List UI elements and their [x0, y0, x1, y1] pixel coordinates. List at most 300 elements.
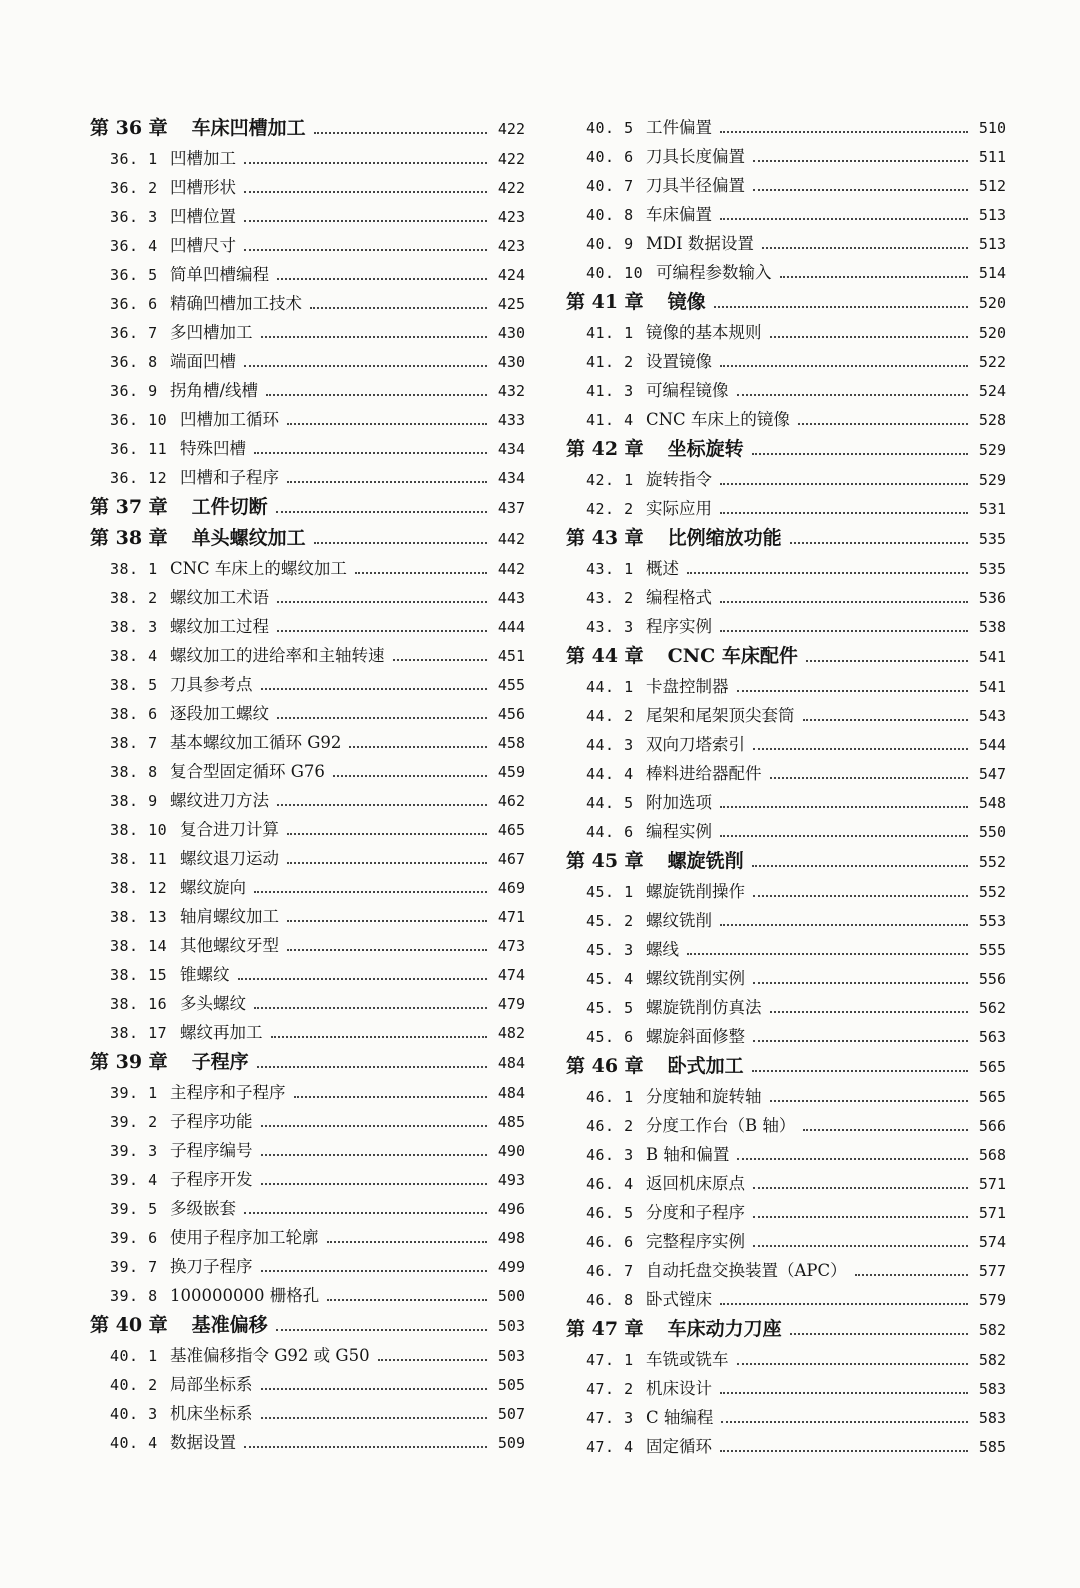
dot-leader	[753, 1039, 968, 1042]
toc-section-entry[interactable]	[566, 405, 1006, 434]
dot-leader	[266, 393, 487, 396]
entry-page-number: 451	[497, 647, 525, 665]
toc-section-entry[interactable]	[90, 1194, 525, 1223]
entry-page-number: 531	[978, 500, 1006, 518]
entry-number: 第 38 章	[90, 527, 168, 549]
toc-section-entry[interactable]	[566, 701, 1006, 730]
entry-page-number: 552	[978, 853, 1006, 871]
entry-title: 尾架和尾架顶尖套筒	[646, 706, 795, 725]
entry-number: 40. 4	[110, 1434, 158, 1452]
entry-page-number: 535	[978, 560, 1006, 578]
entry-page-number: 520	[978, 294, 1006, 312]
entry-number: 第 36 章	[90, 117, 168, 139]
toc-section-entry[interactable]	[566, 964, 1006, 993]
entry-number: 46. 4	[586, 1175, 634, 1193]
dot-leader	[798, 422, 968, 425]
dot-leader	[327, 1240, 488, 1243]
toc-section-entry[interactable]	[90, 231, 525, 260]
toc-section-entry[interactable]	[90, 873, 525, 902]
dot-leader	[238, 977, 488, 980]
entry-page-number: 430	[497, 353, 525, 371]
dot-leader	[720, 482, 968, 485]
toc-section-entry[interactable]	[566, 376, 1006, 405]
toc-section-entry[interactable]	[566, 730, 1006, 759]
entry-title: 车床偏置	[646, 205, 712, 224]
entry-title: 双向刀塔索引	[646, 735, 745, 754]
entry-number: 45. 3	[586, 941, 634, 959]
toc-section-entry[interactable]	[566, 1374, 1006, 1403]
toc-section-entry[interactable]	[90, 786, 525, 815]
dot-leader	[254, 890, 487, 893]
entry-title: 程序实例	[646, 617, 712, 636]
entry-title: 螺纹进刀方法	[170, 791, 269, 810]
dot-leader	[753, 1186, 968, 1189]
dot-leader	[287, 948, 487, 951]
entry-number: 39. 3	[110, 1142, 158, 1160]
entry-page-number: 582	[978, 1351, 1006, 1369]
entry-page-number: 500	[497, 1287, 525, 1305]
toc-section-entry[interactable]	[90, 1252, 525, 1281]
toc-chapter-entry[interactable]	[90, 492, 525, 523]
toc-section-entry[interactable]	[566, 1198, 1006, 1227]
entry-page-number: 548	[978, 794, 1006, 812]
dot-leader	[378, 1358, 487, 1361]
dot-leader	[244, 219, 487, 222]
dot-leader	[244, 364, 487, 367]
entry-title: 使用子程序加工轮廓	[170, 1228, 319, 1247]
entry-page-number: 490	[497, 1142, 525, 1160]
entry-number: 40. 8	[586, 206, 634, 224]
toc-chapter-entry[interactable]	[90, 523, 525, 554]
toc-section-entry[interactable]	[90, 1428, 525, 1457]
dot-leader	[753, 747, 968, 750]
toc-section-entry[interactable]	[566, 1345, 1006, 1374]
toc-section-entry[interactable]	[90, 670, 525, 699]
dot-leader	[803, 1128, 968, 1131]
entry-page-number: 503	[497, 1347, 525, 1365]
entry-number: 36. 5	[110, 266, 158, 284]
toc-section-entry[interactable]	[566, 1111, 1006, 1140]
toc-chapter-entry[interactable]	[566, 641, 1006, 672]
entry-title: 机床坐标系	[170, 1404, 253, 1423]
entry-number: 40. 5	[586, 119, 634, 137]
entry-title: 凹槽加工	[170, 149, 236, 168]
dot-leader	[310, 306, 487, 309]
toc-section-entry[interactable]	[90, 1223, 525, 1252]
entry-page-number: 456	[497, 705, 525, 723]
toc-section-entry[interactable]	[566, 465, 1006, 494]
entry-page-number: 565	[978, 1058, 1006, 1076]
entry-number: 40. 10	[586, 264, 644, 282]
toc-section-entry[interactable]	[566, 347, 1006, 376]
entry-number: 36. 11	[110, 440, 168, 458]
dot-leader	[261, 1387, 488, 1390]
toc-chapter-entry[interactable]	[566, 434, 1006, 465]
entry-title: 车床凹槽加工	[191, 117, 306, 139]
entry-title: 附加选项	[646, 793, 712, 812]
entry-title: 分度轴和旋转轴	[646, 1087, 762, 1106]
entry-page-number: 425	[497, 295, 525, 313]
toc-section-entry[interactable]	[566, 554, 1006, 583]
entry-number: 第 37 章	[90, 496, 168, 518]
entry-number: 36. 3	[110, 208, 158, 226]
toc-section-entry[interactable]	[566, 1285, 1006, 1314]
toc-section-entry[interactable]	[90, 405, 525, 434]
dot-leader	[720, 600, 968, 603]
entry-number: 40. 2	[110, 1376, 158, 1394]
entry-title: 多凹槽加工	[170, 323, 253, 342]
entry-number: 46. 5	[586, 1204, 634, 1222]
toc-section-entry[interactable]	[90, 289, 525, 318]
dot-leader	[737, 689, 969, 692]
dot-leader	[261, 1416, 488, 1419]
entry-number: 44. 4	[586, 765, 634, 783]
entry-page-number: 482	[497, 1024, 525, 1042]
entry-number: 44. 3	[586, 736, 634, 754]
entry-page-number: 568	[978, 1146, 1006, 1164]
entry-page-number: 544	[978, 736, 1006, 754]
dot-leader	[277, 277, 487, 280]
entry-title: 基准偏移	[191, 1314, 268, 1336]
dot-leader	[752, 1069, 968, 1072]
entry-title: 简单凹槽编程	[170, 265, 269, 284]
entry-page-number: 562	[978, 999, 1006, 1017]
toc-section-entry[interactable]	[90, 173, 525, 202]
entry-title: 实际应用	[646, 499, 712, 518]
entry-number: 42. 2	[586, 500, 634, 518]
entry-title: 螺纹再加工	[180, 1023, 263, 1042]
entry-page-number: 505	[497, 1376, 525, 1394]
toc-section-entry[interactable]	[566, 258, 1006, 287]
entry-number: 45. 1	[586, 883, 634, 901]
dot-leader	[276, 1328, 487, 1331]
dot-leader	[261, 1153, 488, 1156]
dot-leader	[244, 190, 487, 193]
dot-leader	[287, 861, 487, 864]
dot-leader	[753, 159, 968, 162]
dot-leader	[687, 571, 968, 574]
toc-chapter-entry[interactable]	[90, 1310, 525, 1341]
entry-title: 比例缩放功能	[667, 527, 782, 549]
entry-page-number: 433	[497, 411, 525, 429]
dot-leader	[720, 1391, 968, 1394]
entry-number: 第 39 章	[90, 1051, 168, 1073]
entry-title: B 轴和偏置	[646, 1145, 730, 1164]
toc-section-entry[interactable]	[90, 376, 525, 405]
toc-section-entry[interactable]	[566, 200, 1006, 229]
toc-section-entry[interactable]	[90, 844, 525, 873]
entry-title: 凹槽形状	[170, 178, 236, 197]
dot-leader	[803, 718, 969, 721]
entry-title: 逐段加工螺纹	[170, 704, 269, 723]
toc-section-entry[interactable]	[90, 960, 525, 989]
entry-number: 39. 4	[110, 1171, 158, 1189]
dot-leader	[720, 511, 968, 514]
entry-page-number: 522	[978, 353, 1006, 371]
entry-title: 固定循环	[646, 1437, 712, 1456]
entry-title: MDI 数据设置	[646, 234, 754, 253]
entry-number: 40. 7	[586, 177, 634, 195]
toc-section-entry[interactable]	[90, 1165, 525, 1194]
dot-leader	[720, 805, 968, 808]
toc-section-entry[interactable]	[90, 583, 525, 612]
toc-section-entry[interactable]	[90, 641, 525, 670]
entry-title: CNC 车床上的镜像	[646, 410, 790, 429]
entry-number: 39. 2	[110, 1113, 158, 1131]
entry-title: 数据设置	[170, 1433, 236, 1452]
entry-page-number: 493	[497, 1171, 525, 1189]
dot-leader	[790, 541, 968, 544]
entry-title: 刀具半径偏置	[646, 176, 745, 195]
entry-number: 44. 6	[586, 823, 634, 841]
entry-title: 螺纹铣削实例	[646, 969, 745, 988]
entry-title: 主程序和子程序	[170, 1083, 286, 1102]
toc-section-entry[interactable]	[90, 1341, 525, 1370]
toc-section-entry[interactable]	[566, 1227, 1006, 1256]
dot-leader	[393, 658, 488, 661]
entry-page-number: 574	[978, 1233, 1006, 1251]
entry-number: 47. 3	[586, 1409, 634, 1427]
entry-number: 36. 4	[110, 237, 158, 255]
toc-chapter-entry[interactable]	[90, 1047, 525, 1078]
entry-title: 基准偏移指令 G92 或 G50	[170, 1346, 370, 1365]
dot-leader	[780, 275, 969, 278]
entry-number: 43. 1	[586, 560, 634, 578]
toc-section-entry[interactable]	[566, 113, 1006, 142]
entry-page-number: 474	[497, 966, 525, 984]
toc-section-entry[interactable]	[90, 1399, 525, 1428]
entry-page-number: 471	[497, 908, 525, 926]
dot-leader	[261, 1182, 488, 1185]
entry-page-number: 424	[497, 266, 525, 284]
entry-number: 38. 10	[110, 821, 168, 839]
dot-leader	[721, 1420, 968, 1423]
entry-title: 子程序编号	[170, 1141, 253, 1160]
entry-title: 凹槽尺寸	[170, 236, 236, 255]
toc-section-entry[interactable]	[566, 1432, 1006, 1461]
entry-page-number: 529	[978, 441, 1006, 459]
toc-section-entry[interactable]	[90, 463, 525, 492]
dot-leader	[294, 1095, 488, 1098]
entry-title: 基本螺纹加工循环 G92	[170, 733, 342, 752]
entry-number: 第 45 章	[566, 850, 644, 872]
toc-section-entry[interactable]	[566, 1256, 1006, 1285]
entry-title: 凹槽和子程序	[180, 468, 279, 487]
entry-page-number: 503	[497, 1317, 525, 1335]
toc-section-entry[interactable]	[566, 142, 1006, 171]
dot-leader	[855, 1273, 968, 1276]
entry-number: 46. 6	[586, 1233, 634, 1251]
toc-section-entry[interactable]	[90, 318, 525, 347]
dot-leader	[287, 422, 487, 425]
toc-section-entry[interactable]	[566, 906, 1006, 935]
entry-number: 39. 1	[110, 1084, 158, 1102]
entry-page-number: 434	[497, 440, 525, 458]
entry-number: 38. 14	[110, 937, 168, 955]
toc-section-entry[interactable]	[566, 1169, 1006, 1198]
entry-title: 编程格式	[646, 588, 712, 607]
toc-section-entry[interactable]	[90, 1107, 525, 1136]
entry-title: 螺纹加工术语	[170, 588, 269, 607]
entry-page-number: 432	[497, 382, 525, 400]
entry-title: 返回机床原点	[646, 1174, 745, 1193]
entry-title: 刀具长度偏置	[646, 147, 745, 166]
entry-title: 其他螺纹牙型	[180, 936, 279, 955]
entry-number: 44. 2	[586, 707, 634, 725]
entry-page-number: 538	[978, 618, 1006, 636]
entry-title: 复合进刀计算	[180, 820, 279, 839]
entry-page-number: 496	[497, 1200, 525, 1218]
toc-section-entry[interactable]	[566, 672, 1006, 701]
dot-leader	[327, 1298, 487, 1301]
entry-number: 第 42 章	[566, 438, 644, 460]
toc-section-entry[interactable]	[90, 347, 525, 376]
toc-section-entry[interactable]	[90, 144, 525, 173]
dot-leader	[355, 571, 487, 574]
dot-leader	[277, 716, 487, 719]
entry-title: 机床设计	[646, 1379, 712, 1398]
entry-page-number: 498	[497, 1229, 525, 1247]
toc-section-entry[interactable]	[566, 229, 1006, 258]
toc-section-entry[interactable]	[566, 1403, 1006, 1432]
entry-page-number: 422	[497, 150, 525, 168]
entry-page-number: 513	[978, 206, 1006, 224]
dot-leader	[254, 451, 487, 454]
toc-chapter-entry[interactable]	[566, 846, 1006, 877]
entry-number: 40. 3	[110, 1405, 158, 1423]
entry-page-number: 444	[497, 618, 525, 636]
entry-page-number: 552	[978, 883, 1006, 901]
entry-page-number: 563	[978, 1028, 1006, 1046]
dot-leader	[244, 1445, 487, 1448]
entry-page-number: 541	[978, 678, 1006, 696]
toc-section-entry[interactable]	[566, 935, 1006, 964]
entry-title: 换刀子程序	[170, 1257, 253, 1276]
entry-number: 第 43 章	[566, 527, 644, 549]
entry-title: 螺旋斜面修整	[646, 1027, 745, 1046]
dot-leader	[276, 510, 487, 513]
toc-section-entry[interactable]	[566, 759, 1006, 788]
toc-section-entry[interactable]	[90, 612, 525, 641]
entry-page-number: 510	[978, 119, 1006, 137]
entry-title: CNC 车床配件	[667, 645, 798, 667]
toc-section-entry[interactable]	[90, 728, 525, 757]
toc-section-entry[interactable]	[566, 1022, 1006, 1051]
dot-leader	[737, 393, 969, 396]
toc-section-entry[interactable]	[90, 699, 525, 728]
entry-title: 卧式镗床	[646, 1290, 712, 1309]
entry-number: 38. 2	[110, 589, 158, 607]
entry-page-number: 582	[978, 1321, 1006, 1339]
entry-page-number: 571	[978, 1175, 1006, 1193]
toc-chapter-entry[interactable]	[566, 287, 1006, 318]
entry-title: 自动托盘交换装置（APC）	[646, 1261, 847, 1280]
toc-section-entry[interactable]	[90, 1078, 525, 1107]
entry-page-number: 443	[497, 589, 525, 607]
toc-section-entry[interactable]	[566, 318, 1006, 347]
toc-section-entry[interactable]	[90, 202, 525, 231]
toc-section-entry[interactable]	[566, 1140, 1006, 1169]
toc-chapter-entry[interactable]	[566, 1314, 1006, 1345]
entry-title: 螺纹旋向	[180, 878, 246, 897]
toc-section-entry[interactable]	[90, 1281, 525, 1310]
entry-page-number: 583	[978, 1409, 1006, 1427]
toc-section-entry[interactable]	[90, 902, 525, 931]
entry-page-number: 484	[497, 1084, 525, 1102]
entry-number: 38. 4	[110, 647, 158, 665]
entry-title: 概述	[646, 559, 679, 578]
toc-section-entry[interactable]	[90, 434, 525, 463]
dot-leader	[261, 335, 488, 338]
entry-title: 镜像的基本规则	[646, 323, 762, 342]
toc-section-entry[interactable]	[90, 1370, 525, 1399]
entry-number: 44. 1	[586, 678, 634, 696]
entry-title: 局部坐标系	[170, 1375, 253, 1394]
entry-title: 可编程镜像	[646, 381, 729, 400]
toc-section-entry[interactable]	[90, 1136, 525, 1165]
toc-section-entry[interactable]	[566, 494, 1006, 523]
toc-section-entry[interactable]	[90, 815, 525, 844]
toc-section-entry[interactable]	[566, 171, 1006, 200]
entry-page-number: 462	[497, 792, 525, 810]
entry-number: 46. 3	[586, 1146, 634, 1164]
entry-title: 车铣或铣车	[646, 1350, 729, 1369]
entry-page-number: 442	[497, 560, 525, 578]
toc-section-entry[interactable]	[566, 877, 1006, 906]
toc-section-entry[interactable]	[90, 260, 525, 289]
toc-section-entry[interactable]	[566, 788, 1006, 817]
entry-number: 40. 1	[110, 1347, 158, 1365]
entry-page-number: 566	[978, 1117, 1006, 1135]
dot-leader	[333, 774, 487, 777]
entry-number: 45. 6	[586, 1028, 634, 1046]
dot-leader	[261, 687, 488, 690]
toc-section-entry[interactable]	[90, 931, 525, 960]
entry-title: 卧式加工	[667, 1055, 744, 1077]
toc-section-entry[interactable]	[90, 989, 525, 1018]
entry-title: 单头螺纹加工	[191, 527, 306, 549]
toc-left-column	[90, 113, 525, 1457]
toc-section-entry[interactable]	[566, 612, 1006, 641]
toc-chapter-entry[interactable]	[90, 113, 525, 144]
toc-section-entry[interactable]	[566, 993, 1006, 1022]
toc-section-entry[interactable]	[566, 1082, 1006, 1111]
toc-section-entry[interactable]	[566, 817, 1006, 846]
entry-page-number: 529	[978, 471, 1006, 489]
toc-section-entry[interactable]	[90, 1018, 525, 1047]
entry-title: 凹槽加工循环	[180, 410, 279, 429]
toc-section-entry[interactable]	[90, 757, 525, 786]
entry-number: 46. 7	[586, 1262, 634, 1280]
dot-leader	[720, 834, 968, 837]
toc-section-entry[interactable]	[90, 554, 525, 583]
entry-number: 第 40 章	[90, 1314, 168, 1336]
dot-leader	[271, 1035, 488, 1038]
entry-page-number: 547	[978, 765, 1006, 783]
dot-leader	[720, 364, 968, 367]
entry-page-number: 467	[497, 850, 525, 868]
entry-page-number: 509	[497, 1434, 525, 1452]
toc-section-entry[interactable]	[566, 583, 1006, 612]
entry-number: 47. 1	[586, 1351, 634, 1369]
entry-page-number: 536	[978, 589, 1006, 607]
toc-chapter-entry[interactable]	[566, 523, 1006, 554]
entry-page-number: 469	[497, 879, 525, 897]
entry-page-number: 507	[497, 1405, 525, 1423]
entry-number: 38. 1	[110, 560, 158, 578]
entry-page-number: 565	[978, 1088, 1006, 1106]
toc-chapter-entry[interactable]	[566, 1051, 1006, 1082]
